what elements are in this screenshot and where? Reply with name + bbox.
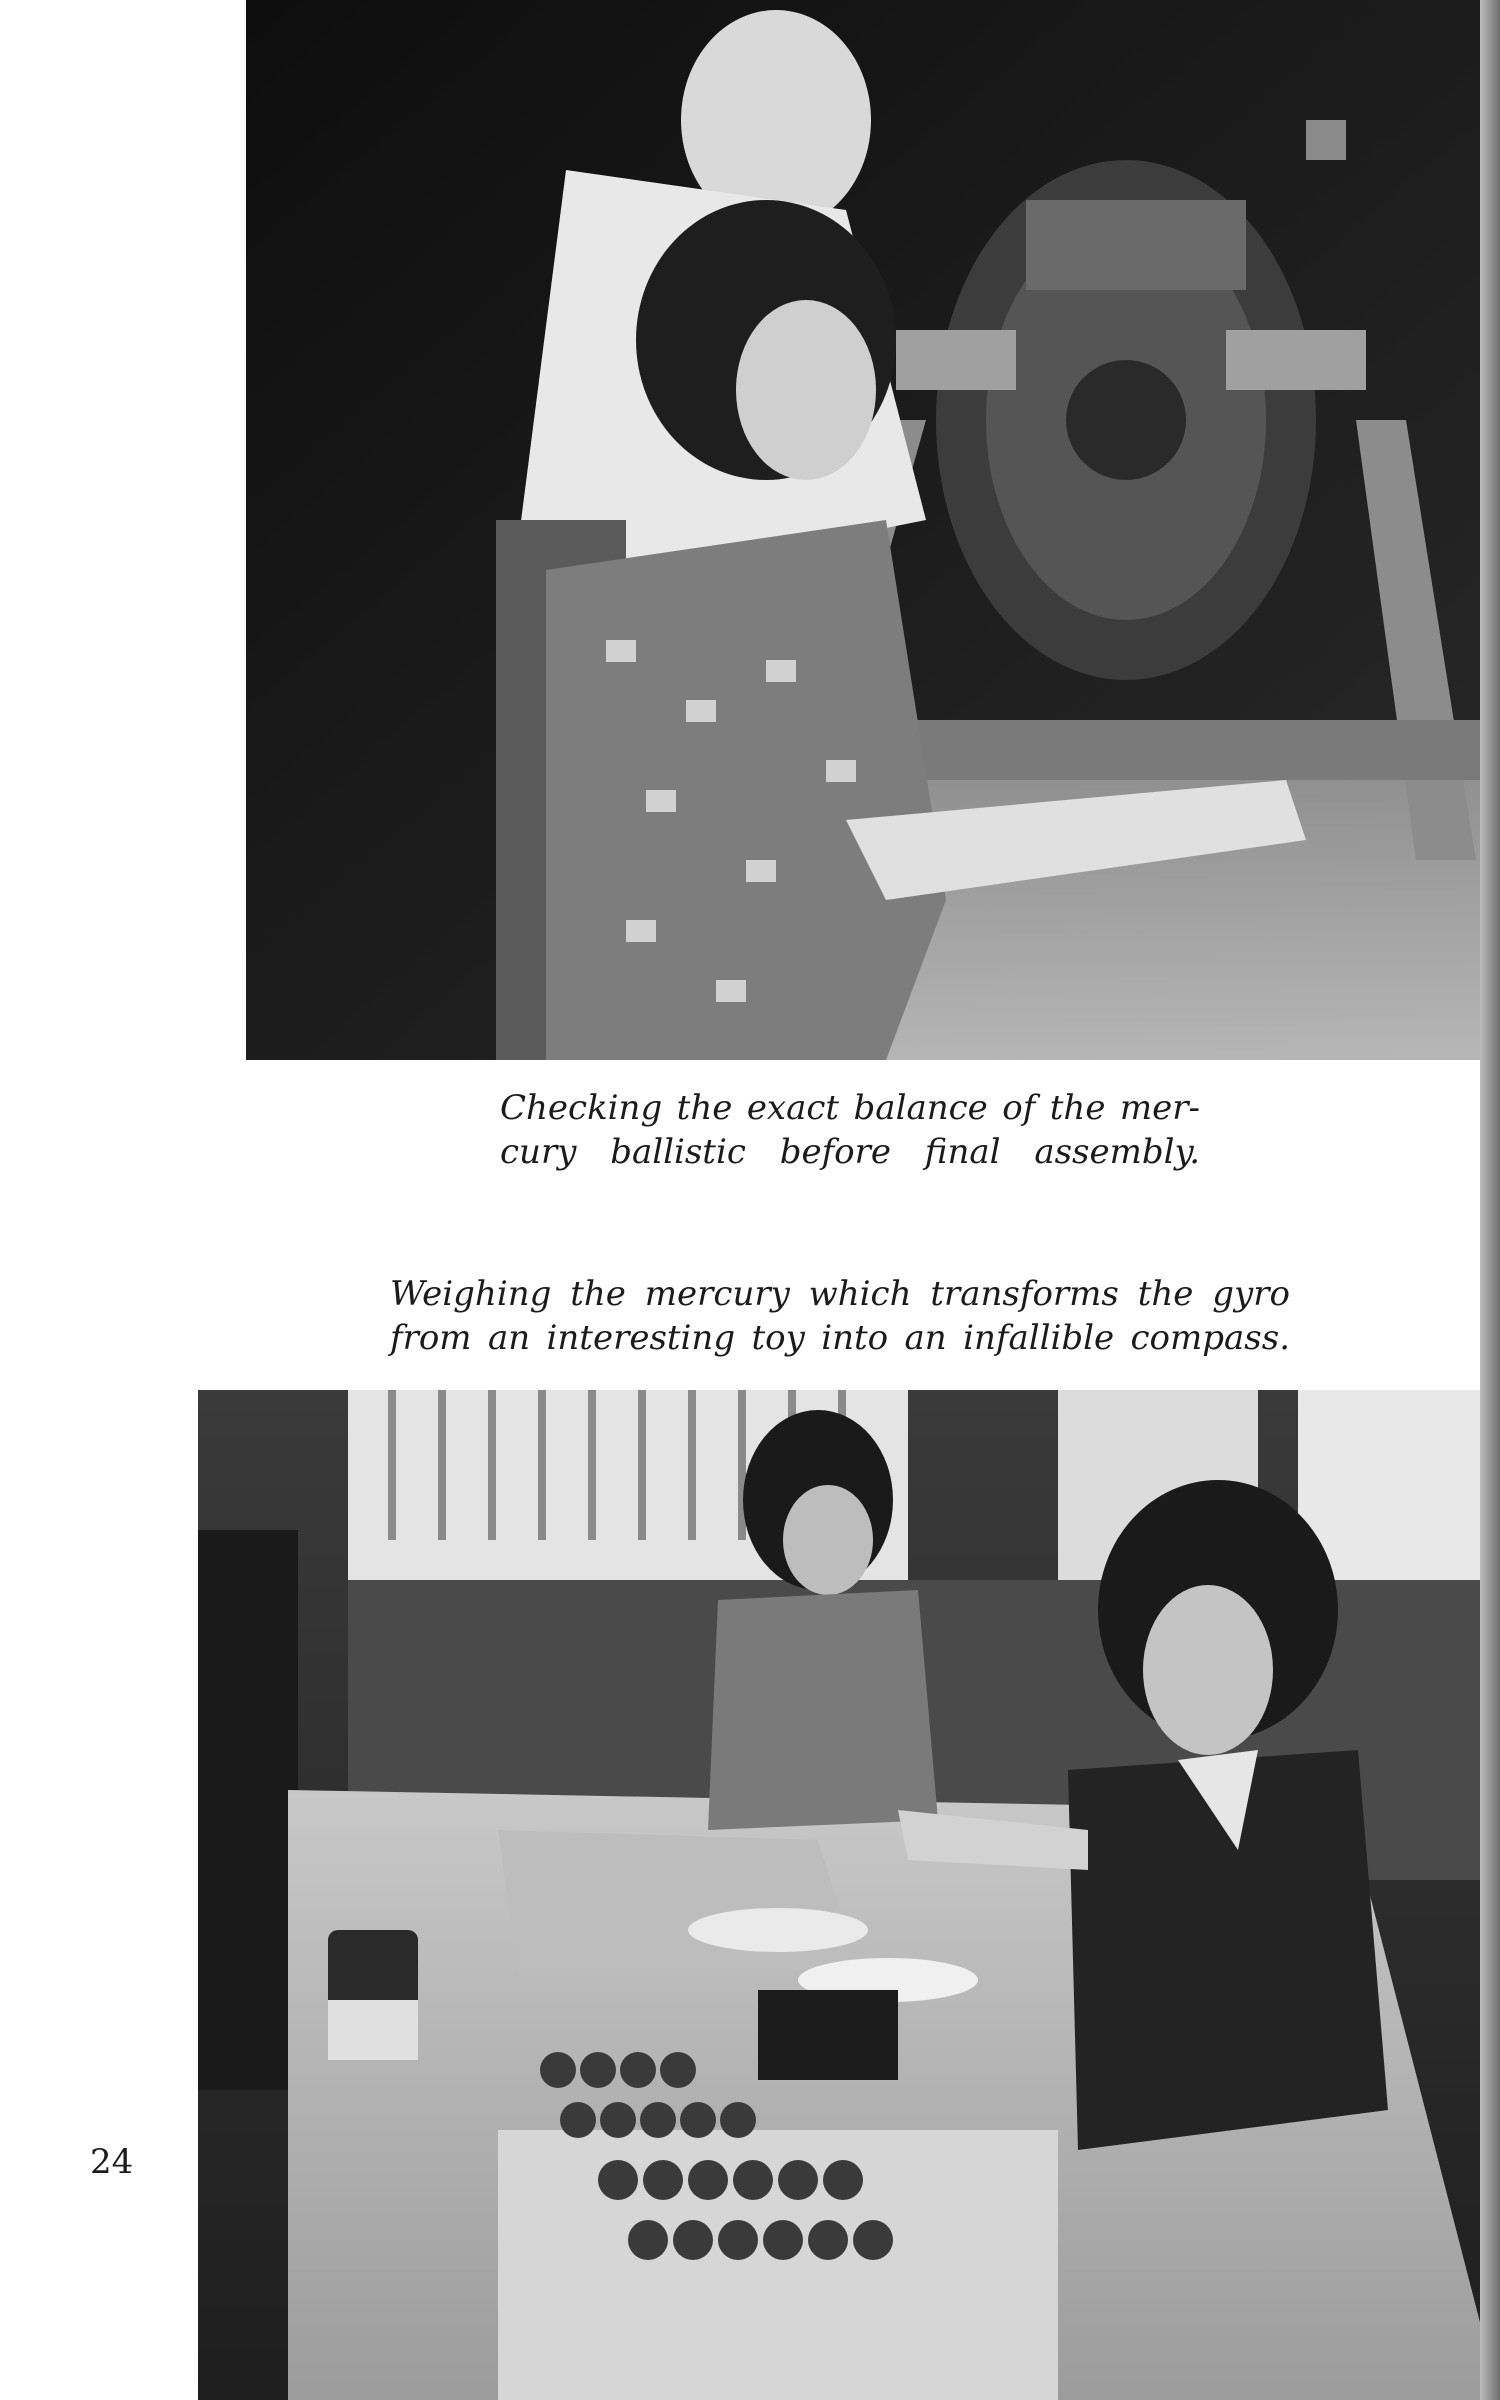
caption-balance-check (500, 1086, 1200, 1174)
book-spine-edge (1480, 0, 1500, 2400)
photo-balance-check (246, 0, 1500, 1060)
photo-weighing-mercury-image (198, 1390, 1500, 2400)
caption-weighing-mercury-line-2: from an interesting toy into an infallible compass. (390, 1318, 1290, 1358)
caption-weighing-mercury (390, 1272, 1290, 1360)
photo-balance-check-image (246, 0, 1500, 1060)
caption-balance-check-line-2: cury ballistic before final assembly. (500, 1132, 1200, 1172)
page-number: 24 (90, 2142, 134, 2182)
photo-weighing-mercury (198, 1390, 1500, 2400)
caption-weighing-mercury-line-1: Weighing the mercury which transforms the gyro (390, 1274, 1290, 1314)
caption-balance-check-line-1: Checking the exact balance of the mer- (500, 1088, 1200, 1128)
